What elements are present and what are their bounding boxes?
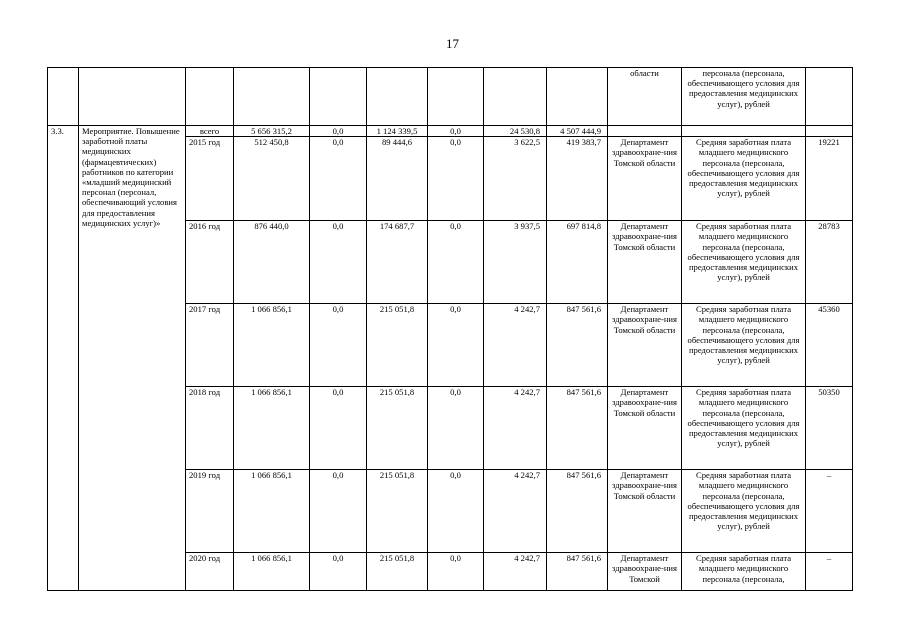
indicator-cell: Средняя заработная плата младшего медицинского персонала (персонала, обеспечивающего условия для предоставления медицинских услуг), рублей xyxy=(682,387,806,470)
value-cell: 28783 xyxy=(806,221,853,304)
c4-cell: 0,0 xyxy=(428,470,484,553)
c5-cell: 4 242,7 xyxy=(484,304,547,387)
c3-cell: 174 687,7 xyxy=(367,221,428,304)
c3-cell: 89 444,6 xyxy=(367,137,428,221)
c2-cell: 0,0 xyxy=(310,387,367,470)
value-cell: 50350 xyxy=(806,387,853,470)
program-table xyxy=(47,67,853,591)
total-label: всего xyxy=(186,126,234,137)
c5-cell: 4 242,7 xyxy=(484,387,547,470)
indicator-cell: Средняя заработная плата младшего медицинского персонала (персонала, обеспечивающего условия для предоставления медицинских услуг), рублей xyxy=(682,304,806,387)
c6-cell: 419 383,7 xyxy=(547,137,608,221)
total-c1: 5 656 315,2 xyxy=(234,126,310,137)
c1-cell: 1 066 856,1 xyxy=(234,304,310,387)
indicator-cell: Средняя заработная плата младшего медицинского персонала (персонала, обеспечивающего условия для предоставления медицинских услуг), рублей xyxy=(682,470,806,553)
responsible-cell: Департамент здравоохране-ния Томской области xyxy=(608,470,682,553)
year-cell: 2018 год xyxy=(186,387,234,470)
value-cell: 19221 xyxy=(806,137,853,221)
responsible-cell: области xyxy=(608,68,682,126)
year-cell: 2020 год xyxy=(186,553,234,591)
c1-cell: 876 440,0 xyxy=(234,221,310,304)
c1-cell: 1 066 856,1 xyxy=(234,553,310,591)
section-title: Мероприятие. Повышение заработной платы медицинских (фармацевтических) работников по категории «младший медицинский персонал (персонал, обеспечивающий условия для предоставления медицинских услуг)» xyxy=(79,126,186,591)
value-cell: 45360 xyxy=(806,304,853,387)
year-cell: 2019 год xyxy=(186,470,234,553)
indicator-cell: Средняя заработная плата младшего медицинского персонала (персонала, xyxy=(682,553,806,591)
c3-cell: 215 051,8 xyxy=(367,470,428,553)
total-c5: 24 530,8 xyxy=(484,126,547,137)
value-cell: – xyxy=(806,553,853,591)
c2-cell: 0,0 xyxy=(310,221,367,304)
c6-cell: 697 814,8 xyxy=(547,221,608,304)
c5-cell: 4 242,7 xyxy=(484,470,547,553)
c6-cell: 847 561,6 xyxy=(547,470,608,553)
section-number: 3.3. xyxy=(48,126,79,591)
c2-cell: 0,0 xyxy=(310,304,367,387)
total-c3: 1 124 339,5 xyxy=(367,126,428,137)
c6-cell: 847 561,6 xyxy=(547,387,608,470)
c5-cell: 3 622,5 xyxy=(484,137,547,221)
c1-cell: 1 066 856,1 xyxy=(234,470,310,553)
c6-cell: 847 561,6 xyxy=(547,304,608,387)
c3-cell: 215 051,8 xyxy=(367,387,428,470)
responsible-cell: Департамент здравоохране-ния Томской области xyxy=(608,221,682,304)
page-number: 17 xyxy=(446,36,459,51)
c5-cell: 4 242,7 xyxy=(484,553,547,591)
c5-cell: 3 937,5 xyxy=(484,221,547,304)
continuation-row xyxy=(48,68,853,126)
total-c2: 0,0 xyxy=(310,126,367,137)
total-row xyxy=(48,126,853,137)
total-c4: 0,0 xyxy=(428,126,484,137)
year-cell: 2015 год xyxy=(186,137,234,221)
c2-cell: 0,0 xyxy=(310,137,367,221)
responsible-cell: Департамент здравоохране-ния Томской области xyxy=(608,137,682,221)
c1-cell: 512 450,8 xyxy=(234,137,310,221)
year-cell: 2016 год xyxy=(186,221,234,304)
value-cell: – xyxy=(806,470,853,553)
c3-cell: 215 051,8 xyxy=(367,553,428,591)
indicator-cell: Средняя заработная плата младшего медицинского персонала (персонала, обеспечивающего условия для предоставления медицинских услуг), рублей xyxy=(682,221,806,304)
responsible-cell: Департамент здравоохране-ния Томской области xyxy=(608,387,682,470)
c3-cell: 215 051,8 xyxy=(367,304,428,387)
c4-cell: 0,0 xyxy=(428,221,484,304)
responsible-cell: Департамент здравоохране-ния Томской области xyxy=(608,304,682,387)
c2-cell: 0,0 xyxy=(310,470,367,553)
c2-cell: 0,0 xyxy=(310,553,367,591)
responsible-cell: Департамент здравоохране-ния Томской xyxy=(608,553,682,591)
c1-cell: 1 066 856,1 xyxy=(234,387,310,470)
indicator-cell: персонала (персонала, обеспечивающего условия для предоставления медицинских услуг), рублей xyxy=(682,68,806,126)
year-cell: 2017 год xyxy=(186,304,234,387)
c6-cell: 847 561,6 xyxy=(547,553,608,591)
total-c6: 4 507 444,9 xyxy=(547,126,608,137)
indicator-cell: Средняя заработная плата младшего медицинского персонала (персонала, обеспечивающего условия для предоставления медицинских услуг), рублей xyxy=(682,137,806,221)
c4-cell: 0,0 xyxy=(428,553,484,591)
c4-cell: 0,0 xyxy=(428,137,484,221)
c4-cell: 0,0 xyxy=(428,387,484,470)
c4-cell: 0,0 xyxy=(428,304,484,387)
